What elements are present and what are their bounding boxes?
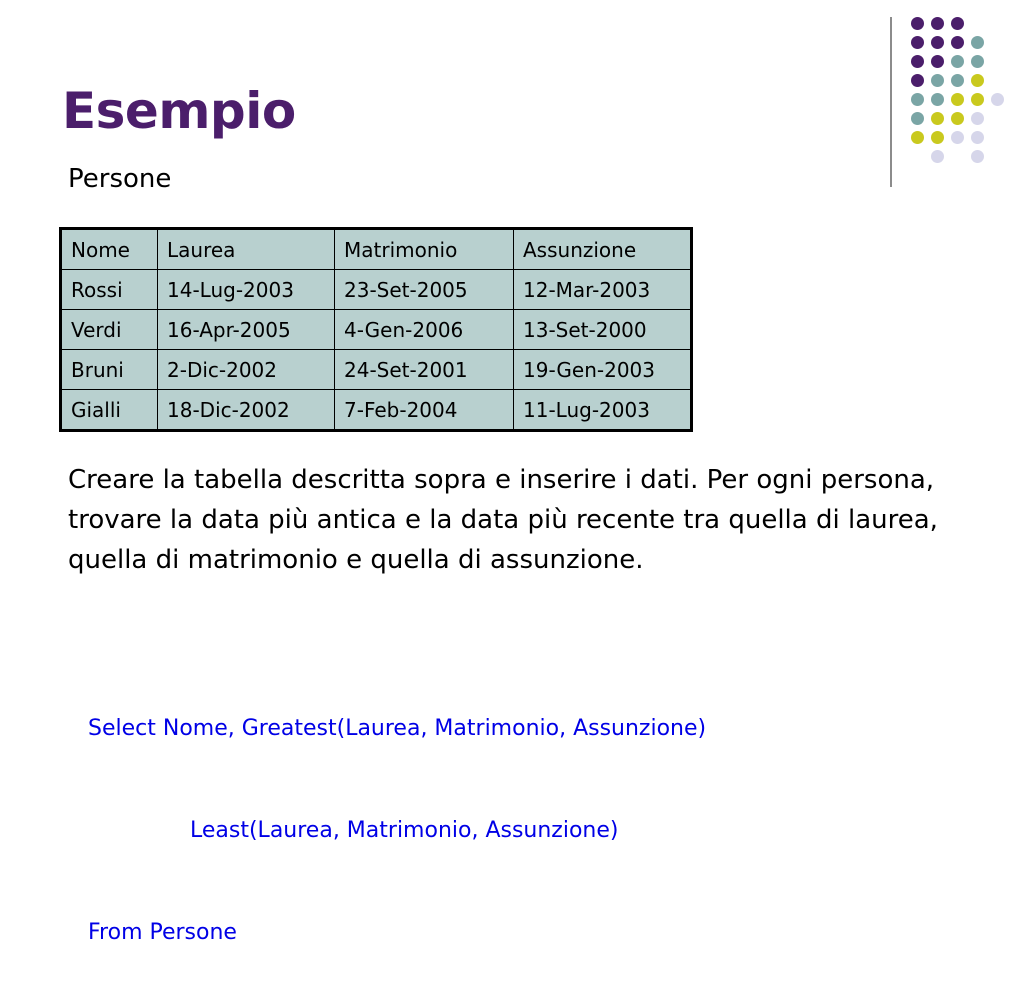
- decorative-dot-grid: [0, 0, 1024, 200]
- table-row: [61, 310, 692, 350]
- persone-table: [59, 227, 693, 432]
- column-header: Assunzione: [514, 229, 692, 270]
- table-cell: Bruni: [61, 350, 158, 390]
- table-cell: 13-Set-2000: [514, 310, 692, 350]
- table-row: [61, 350, 692, 390]
- decorative-dot: [951, 36, 964, 49]
- table-cell: 19-Gen-2003: [514, 350, 692, 390]
- decorative-dot: [951, 74, 964, 87]
- table-row: [61, 390, 692, 431]
- table-cell: Gialli: [61, 390, 158, 431]
- decorative-dot: [951, 93, 964, 106]
- table-cell: Rossi: [61, 270, 158, 310]
- decorative-dot: [931, 93, 944, 106]
- sql-line-select: Select Nome, Greatest(Laurea, Matrimonio, Assunzione): [88, 716, 707, 741]
- decorative-dot: [971, 150, 984, 163]
- decorative-dot: [971, 55, 984, 68]
- decorative-dot: [991, 93, 1004, 106]
- decorative-dot: [931, 131, 944, 144]
- table-cell: 11-Lug-2003: [514, 390, 692, 431]
- table-cell: 24-Set-2001: [335, 350, 514, 390]
- decorative-dot: [971, 36, 984, 49]
- decorative-dot: [911, 36, 924, 49]
- table-cell: 14-Lug-2003: [158, 270, 335, 310]
- table-header-row: [61, 229, 692, 270]
- decorative-dot: [911, 112, 924, 125]
- table-row: [61, 270, 692, 310]
- sql-line-least: Least(Laurea, Matrimonio, Assunzione): [190, 818, 619, 843]
- column-header: Matrimonio: [335, 229, 514, 270]
- table-cell: 4-Gen-2006: [335, 310, 514, 350]
- decorative-dot: [911, 17, 924, 30]
- table-cell: 18-Dic-2002: [158, 390, 335, 431]
- decorative-dot: [951, 17, 964, 30]
- table-cell: Verdi: [61, 310, 158, 350]
- decorative-dot: [971, 93, 984, 106]
- table-cell: 7-Feb-2004: [335, 390, 514, 431]
- decorative-dot: [931, 55, 944, 68]
- table-caption: Persone: [68, 164, 172, 194]
- decorative-dot: [911, 55, 924, 68]
- sql-query: [88, 644, 706, 984]
- column-header: Nome: [61, 229, 158, 270]
- decorative-dot: [931, 36, 944, 49]
- decorative-dot: [971, 74, 984, 87]
- decorative-dot: [931, 150, 944, 163]
- decorative-dot: [931, 112, 944, 125]
- decorative-dot: [911, 74, 924, 87]
- exercise-text: Creare la tabella descritta sopra e inserire i dati. Per ogni persona, trovare la data più antica e la data più recente tra quella di laurea, quella di matrimonio e quella di assunzione.: [68, 465, 938, 575]
- table-cell: 16-Apr-2005: [158, 310, 335, 350]
- decorative-dot: [931, 17, 944, 30]
- decorative-dot: [971, 131, 984, 144]
- decorative-dot: [971, 112, 984, 125]
- column-header: Laurea: [158, 229, 335, 270]
- decorative-dot: [911, 93, 924, 106]
- decorative-dot: [911, 131, 924, 144]
- sql-line-from: From Persone: [88, 920, 237, 945]
- decorative-dot: [951, 55, 964, 68]
- decorative-dot: [951, 112, 964, 125]
- decorative-dot: [951, 131, 964, 144]
- table-cell: 2-Dic-2002: [158, 350, 335, 390]
- slide-title: Esempio: [62, 82, 296, 140]
- decorative-dot: [931, 74, 944, 87]
- table-cell: 23-Set-2005: [335, 270, 514, 310]
- table-cell: 12-Mar-2003: [514, 270, 692, 310]
